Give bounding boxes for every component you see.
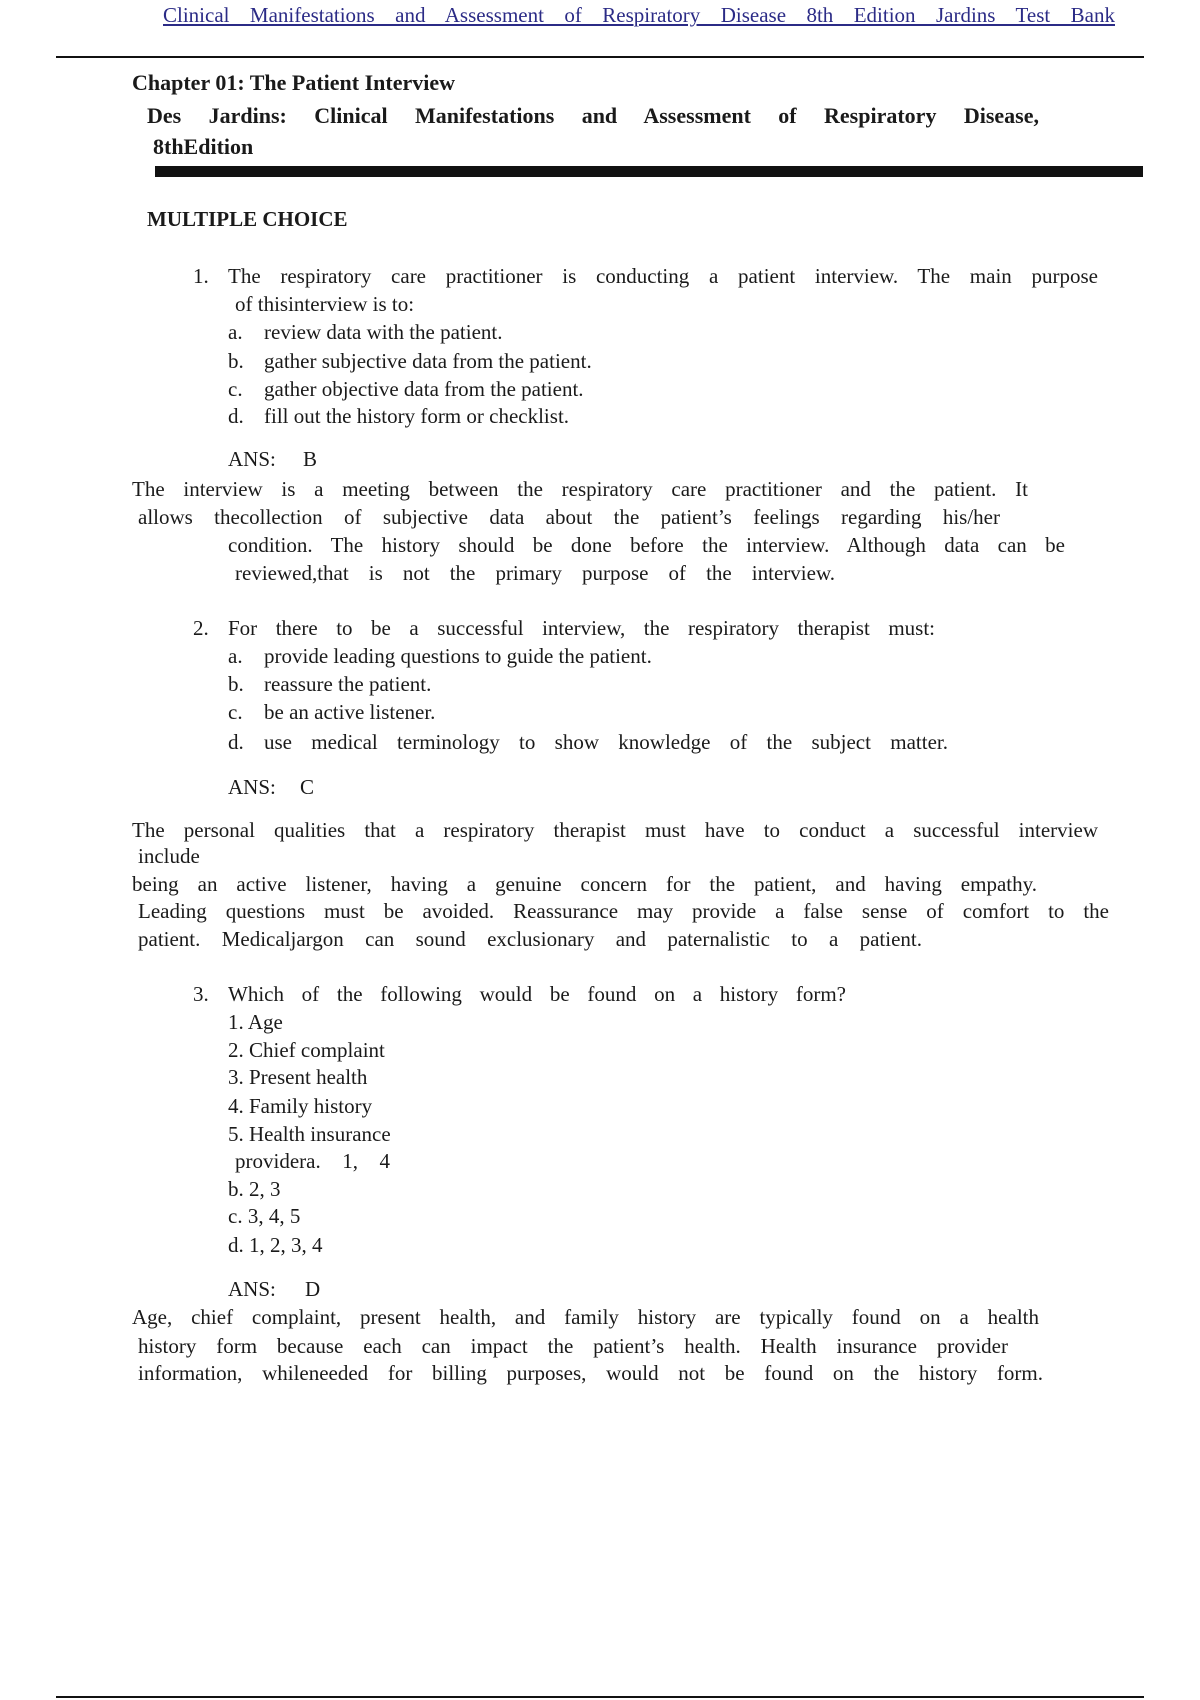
- answer-value: B: [303, 447, 318, 471]
- answer-label: ANS:: [228, 447, 276, 471]
- question-stem: of thisinterview is to:: [235, 292, 415, 316]
- option-text: review data with the patient.: [264, 320, 503, 344]
- rationale-line: The interview is a meeting between the respiratory care practitioner and the patient. It: [132, 477, 1028, 501]
- option-text: reassure the patient.: [264, 672, 432, 696]
- option: c. 3, 4, 5: [228, 1204, 301, 1228]
- section-heading: MULTIPLE CHOICE: [147, 207, 348, 231]
- option: d. 1, 2, 3, 4: [228, 1233, 323, 1257]
- option-letter: c.: [228, 700, 243, 724]
- answer-value: D: [305, 1277, 321, 1301]
- option-text: fill out the history form or checklist.: [264, 404, 570, 428]
- rationale-line: history form because each can impact the patient’s health. Health insurance provider: [138, 1334, 1008, 1358]
- question-number: 2.: [193, 616, 209, 640]
- question-stem: For there to be a successful interview, the respiratory therapist must:: [228, 616, 935, 640]
- list-item: 5. Health insurance: [228, 1122, 391, 1146]
- book-title: Des Jardins: Clinical Manifestations and Assessment of Respiratory Disease,: [147, 104, 1039, 128]
- list-item: 1. Age: [228, 1010, 283, 1034]
- list-item: 3. Present health: [228, 1065, 368, 1089]
- list-item: 4. Family history: [228, 1094, 373, 1118]
- question-stem: Which of the following would be found on a history form?: [228, 982, 846, 1006]
- rationale-line: include: [138, 844, 200, 868]
- option-text: gather subjective data from the patient.: [264, 349, 592, 373]
- rationale-line: The personal qualities that a respiratory therapist must have to conduct a successful interview: [132, 818, 1098, 842]
- rationale-line: condition. The history should be done before the interview. Although data can be: [228, 533, 1065, 557]
- option-text: provide leading questions to guide the patient.: [264, 644, 652, 668]
- rationale-line: patient. Medicaljargon can sound exclusionary and paternalistic to a patient.: [138, 927, 922, 951]
- answer-value: C: [300, 775, 315, 799]
- question-number: 1.: [193, 264, 209, 288]
- question-stem: The respiratory care practitioner is conducting a patient interview. The main purpose: [228, 264, 1098, 288]
- document-header-link[interactable]: Clinical Manifestations and Assessment of Respiratory Disease 8th Edition Jardins Test Bank: [163, 3, 1115, 27]
- option-text: use medical terminology to show knowledge of the subject matter.: [264, 730, 948, 754]
- chapter-title: Chapter 01: The Patient Interview: [132, 70, 456, 95]
- option-letter: b.: [228, 672, 244, 696]
- rationale-line: Age, chief complaint, present health, and family history are typically found on a health: [132, 1305, 1039, 1329]
- header-rule: [56, 56, 1144, 58]
- list-item: providera. 1, 4: [235, 1149, 390, 1173]
- option-letter: d.: [228, 730, 244, 754]
- rationale-line: reviewed,that is not the primary purpose of the interview.: [235, 561, 835, 585]
- option-text: gather objective data from the patient.: [264, 377, 584, 401]
- rationale-line: information, whileneeded for billing purposes, would not be found on the history form.: [138, 1361, 1043, 1385]
- answer-label: ANS:: [228, 775, 276, 799]
- question-number: 3.: [193, 982, 209, 1006]
- option-letter: d.: [228, 404, 244, 428]
- rationale-line: allows thecollection of subjective data about the patient’s feelings regarding his/her: [138, 505, 1000, 529]
- option-letter: b.: [228, 349, 244, 373]
- option-letter: c.: [228, 377, 243, 401]
- rationale-line: being an active listener, having a genuine concern for the patient, and having empathy.: [132, 872, 1037, 896]
- list-item: 2. Chief complaint: [228, 1038, 385, 1062]
- footer-rule: [56, 1696, 1144, 1698]
- book-edition: 8thEdition: [153, 134, 254, 159]
- option-letter: a.: [228, 644, 243, 668]
- option-text: be an active listener.: [264, 700, 436, 724]
- answer-label: ANS:: [228, 1277, 276, 1301]
- option-letter: a.: [228, 320, 243, 344]
- option: b. 2, 3: [228, 1177, 281, 1201]
- rationale-line: Leading questions must be avoided. Reassurance may provide a false sense of comfort to the: [138, 899, 1109, 923]
- title-bar: [155, 166, 1143, 177]
